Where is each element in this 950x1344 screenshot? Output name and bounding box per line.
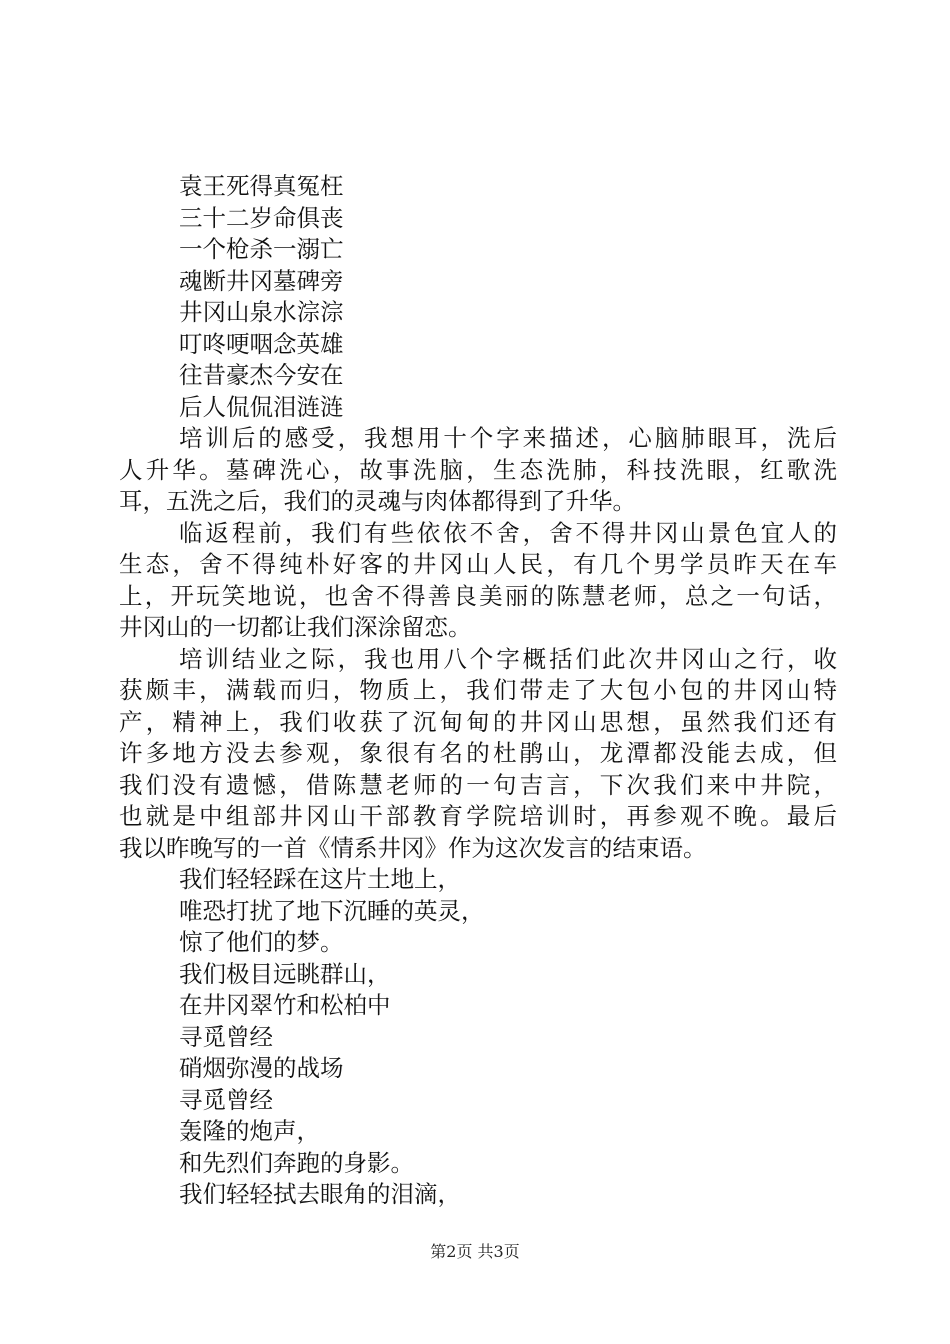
poem-line: 和先烈们奔跑的身影。 [179,1148,414,1177]
paragraph-conclusion [119,644,837,865]
paragraph-feelings [119,423,837,518]
page-body [119,171,837,1211]
poem-line: 一个枪杀一溺亡 [179,235,344,263]
paragraph-line: 也就是中组部井冈山干部教育学院培训时，再参观不晚。最后 [119,802,837,830]
poem-line: 井冈山泉水淙淙 [179,298,344,326]
poem-line: 魂断井冈墓碑旁 [179,266,344,295]
paragraph-line: 生态，舍不得纯朴好客的井冈山人民，有几个男学员昨天在车 [119,550,837,578]
paragraph-line: 培训结业之际，我也用八个字概括们此次井冈山之行，收 [179,644,837,673]
poem-line: 唯恐打扰了地下沉睡的英灵， [179,896,485,925]
poem-line: 后人侃侃泪涟涟 [179,392,344,421]
poem-line: 往昔豪杰今安在 [179,361,344,389]
poem-line: 在井冈翠竹和松柏中 [179,991,391,1019]
poem-line: 轰隆的炮声， [179,1117,320,1145]
poem-line: 袁王死得真冤枉 [179,172,344,200]
paragraph-line: 临返程前，我们有些依依不舍，舍不得井冈山景色宜人的 [179,518,837,547]
paragraph-line: 许多地方没去参观，象很有名的杜鹃山，龙潭都没能去成，但 [119,739,837,767]
poem-line: 我们轻轻踩在这片土地上， [179,865,461,893]
poem-line: 我们轻轻拭去眼角的泪滴， [179,1180,461,1208]
poem-line: 硝烟弥漫的战场 [179,1054,344,1082]
paragraph-departure [119,518,837,644]
poem-line: 寻觅曾经 [179,1085,273,1114]
poem-line: 三十二岁命俱丧 [179,203,344,232]
paragraph-line: 人升华。墓碑洗心，故事洗脑，生态洗肺，科技洗眼，红歌洗 [119,455,837,484]
poem-line: 寻觅曾经 [179,1022,273,1051]
poem-line: 叮咚哽咽念英雄 [179,329,344,358]
paragraph-line: 获颇丰，满载而归，物质上，我们带走了大包小包的井冈山特 [119,676,837,704]
page-number-footer: 第2页 共3页 [430,1242,520,1261]
paragraph-line: 产，精神上，我们收获了沉甸甸的井冈山思想，虽然我们还有 [119,707,837,736]
poem-yuan-wang [119,171,837,423]
paragraph-line: 我们没有遗憾，借陈慧老师的一句吉言，下次我们来中井院， [119,770,837,799]
paragraph-line: 上，开玩笑地说，也舍不得善良美丽的陈慧老师，总之一句话， [119,581,837,610]
poem-line: 我们极目远眺群山， [179,959,391,988]
paragraph-line: 耳，五洗之后，我们的灵魂与肉体都得到了升华。 [119,487,636,515]
paragraph-line: 井冈山的一切都让我们深涂留恋。 [119,613,472,641]
paragraph-line: 我以昨晚写的一首《情系井冈》作为这次发言的结束语。 [119,833,707,862]
poem-qing-xi-jing-gang [119,864,837,1211]
paragraph-line: 培训后的感受，我想用十个字来描述，心脑肺眼耳，洗后 [179,424,837,452]
poem-line: 惊了他们的梦。 [179,928,344,956]
